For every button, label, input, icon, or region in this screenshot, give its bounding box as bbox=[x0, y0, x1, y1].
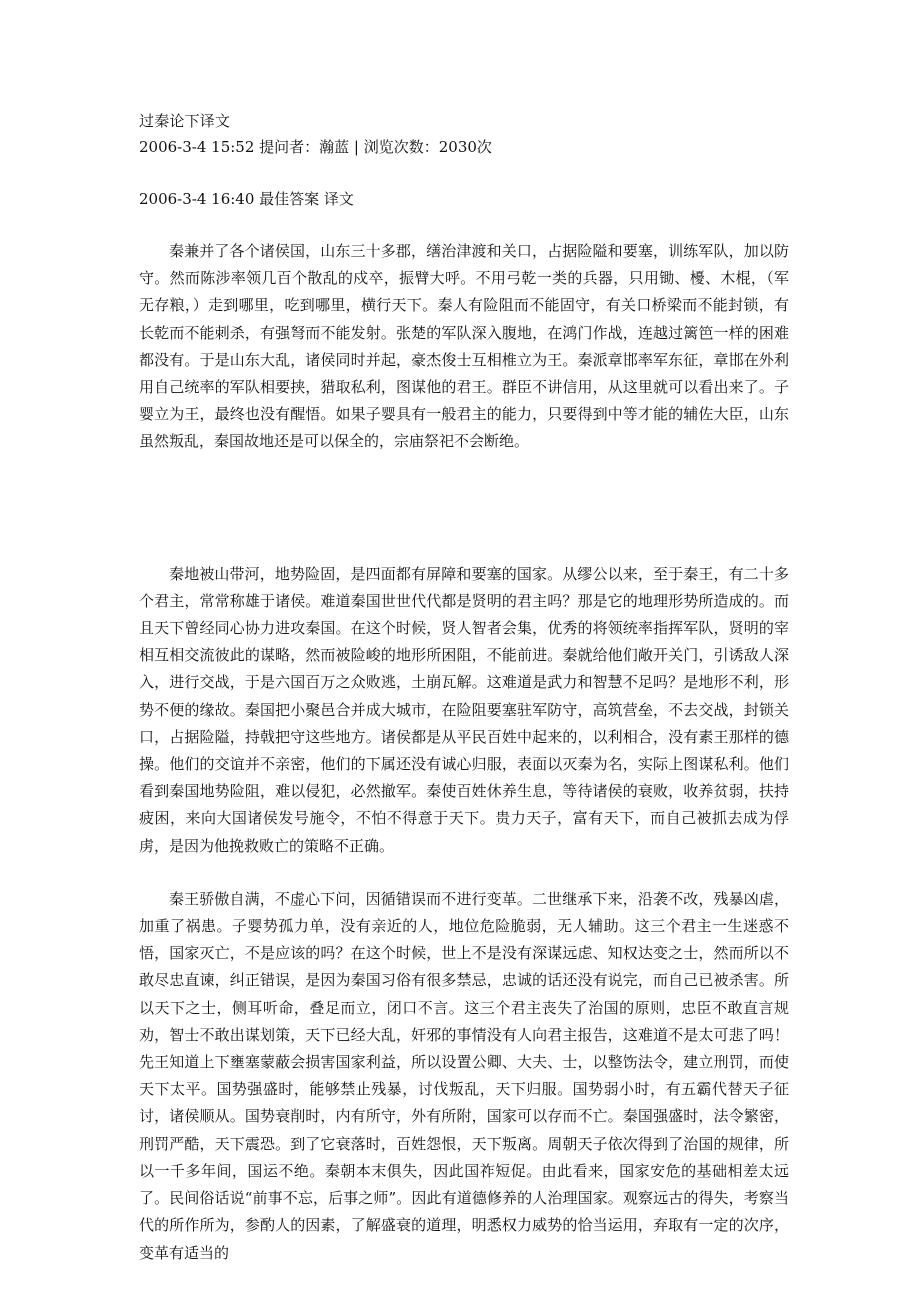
paragraph-2: 秦地被山带河，地势险固，是四面都有屏障和要塞的国家。从缪公以来，至于秦王，有二十多个君主，常常称雄于诸侯。难道秦国世世代代都是贤明的君主吗？那是它的地理形势所造成的。而且天下曾经同心协力进攻秦国。在这个时候，贤人智者会集，优秀的将领统率指挥军队，贤明的宰相互相交流彼此的谋略，然而被险峻的地形所困阻，不能前进。秦就给他们敞开关门，引诱敌人深入，进行交战，于是六国百万之众败逃，土崩瓦解。这难道是武力和智慧不足吗？是地形不利，形势不便的缘故。秦国把小聚邑合并成大城市，在险阻要塞驻军防守，高筑营垒，不去交战，封锁关口，占据险隘，持戟把守这些地方。诸侯都是从平民百姓中起来的，以利相合，没有素王那样的德操。他们的交谊并不亲密，他们的下属还没有诚心归服，表面以灭秦为名，实际上图谋私利。他们看到秦国地势险阻，难以侵犯，必然撤军。秦使百姓休养生息，等待诸侯的衰败，收养贫弱，扶持疲困，来向大国诸侯发号施令，不怕不得意于天下。贵力天子，富有天下，而自己被抓去成为俘虏，是因为他挽救败亡的策略不正确。 bbox=[139, 564, 789, 855]
question-meta: 2006-3-4 15:52 提问者：瀚蓝 | 浏览次数：2030次 bbox=[139, 138, 492, 156]
spacer bbox=[139, 212, 789, 238]
spacer bbox=[139, 860, 789, 886]
paragraph-1: 秦兼并了各个诸侯国，山东三十多郡，缮治津渡和关口，占据险隘和要塞，训练军队，加以防守。然而陈涉率领几百个散乱的戍卒，振臂大呼。不用弓乾一类的兵器，只用锄、櫌、木棍，（军无存粮，）走到哪里，吃到哪里，横行天下。秦人有险阻而不能固守，有关口桥梁而不能封锁，有长乾而不能刺杀，有强弩而不能发射。张楚的军队深入腹地，在鸿门作战，连越过篱笆一样的困难都没有。于是山东大乱，诸侯同时并起，豪杰俊士互相椎立为王。秦派章邯率军东征，章邯在外利用自己统率的军队相要挟，猎取私利，图谋他的君王。群臣不讲信用，从这里就可以看出来了。子婴立为王，最终也没有醒悟。如果子婴具有一般君主的能力，只要得到中等才能的辅佐大臣，山东虽然叛乱，秦国故地还是可以保全的，宗庙祭祀不会断绝。 bbox=[139, 242, 789, 451]
spacer bbox=[139, 456, 789, 561]
document-page bbox=[139, 108, 789, 1267]
best-answer-line: 2006-3-4 16:40 最佳答案 译文 bbox=[139, 190, 354, 208]
spacer bbox=[139, 160, 789, 186]
paragraph-3: 秦王骄傲自满，不虚心下问，因循错误而不进行变革。二世继承下来，沿袭不改，残暴凶虐，加重了祸患。子婴势孤力单，没有亲近的人，地位危险脆弱，无人辅助。这三个君主一生迷惑不悟，国家灭亡，不是应该的吗？在这个时候，世上不是没有深谋远虑、知权达变之士，然而所以不敢尽忠直谏，纠正错误，是因为秦国习俗有很多禁忌，忠诚的话还没有说完，而自己已被杀害。所以天下之士，侧耳听命，叠足而立，闭口不言。这三个君主丧失了治国的原则，忠臣不敢直言规劝，智士不敢出谋划策，天下已经大乱，奸邪的事情没有人向君主报告，这难道不是太可悲了吗！先王知道上下壅塞蒙蔽会损害国家利益，所以设置公卿、大夫、士，以整饬法令，建立刑罚，而使天下太平。国势强盛时，能够禁止残暴，讨伐叛乱，天下归服。国势弱小时，有五霸代替天子征讨，诸侯顺从。国势衰削时，内有所守，外有所附，国家可以存而不亡。秦国强盛时，法令繁密，刑罚严酷，天下震恐。到了它衰落时，百姓怨恨，天下叛离。周朝天子依次得到了治国的规律，所以一千多年间，国运不绝。秦朝本末俱失，因此国祚短促。由此看来，国家安危的基础相差太远了。民间俗话说“前事不忘，后事之师”。因此有道德修养的人治理国家。观察远古的得失，考察当代的所作所为，参酌人的因素，了解盛衰的道理，明悉权力威势的恰当运用，弃取有一定的次序，变革有适当的 bbox=[139, 889, 789, 1262]
document-title: 过秦论下译文 bbox=[139, 112, 231, 130]
